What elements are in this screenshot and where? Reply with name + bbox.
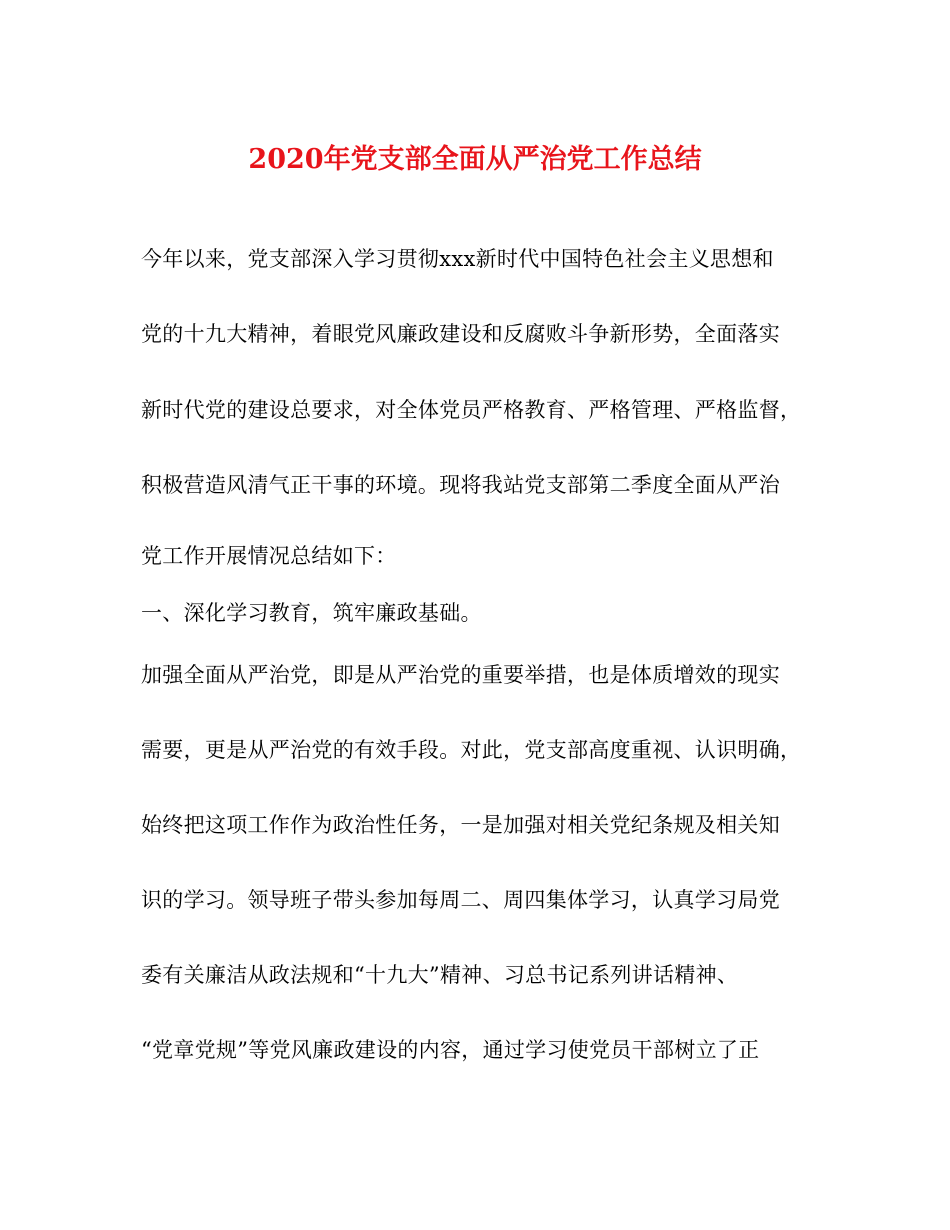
- document-title: 2020年党支部全面从严治党工作总结: [248, 144, 702, 175]
- paragraph-line: 积极营造风清气正干事的环境。现将我站党支部第二季度全面从严治: [141, 473, 780, 497]
- paragraph-line: 加强全面从严治党，即是从严治党的重要举措，也是体质增效的现实: [141, 663, 780, 687]
- paragraph-line: 始终把这项工作作为政治性任务，一是加强对相关党纪条规及相关知: [141, 813, 780, 837]
- paragraph-line: 识的学习。领导班子带头参加每周二、周四集体学习，认真学习局党: [141, 888, 780, 912]
- paragraph-line: 党工作开展情况总结如下：: [141, 544, 397, 568]
- paragraph-line: 党的十九大精神，着眼党风廉政建设和反腐败斗争新形势，全面落实: [141, 322, 780, 346]
- paragraph-line: “党章党规”等党风廉政建设的内容，通过学习使党员干部树立了正: [141, 1038, 760, 1062]
- section-heading: 一、深化学习教育，筑牢廉政基础。: [141, 601, 482, 625]
- paragraph-line: 委有关廉洁从政法规和“十九大”精神、习总书记系列讲话精神、: [141, 963, 739, 987]
- paragraph-line: 新时代党的建设总要求，对全体党员严格教育、严格管理、严格监督，: [141, 398, 802, 422]
- paragraph-line: 今年以来，党支部深入学习贯彻xxx新时代中国特色社会主义思想和: [141, 247, 774, 271]
- paragraph-line: 需要，更是从严治党的有效手段。对此，党支部高度重视、认识明确，: [141, 738, 802, 762]
